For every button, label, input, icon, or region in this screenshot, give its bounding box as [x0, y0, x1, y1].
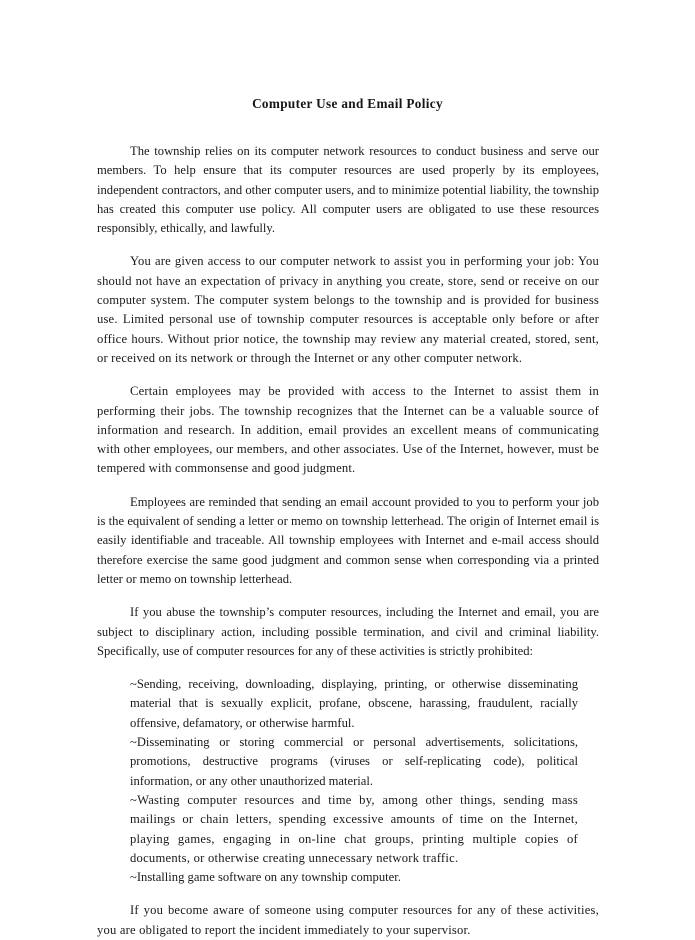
closing-paragraph: If you become aware of someone using computer resources for any of these activities, you are obligated to report the incident immediately to your supervisor.	[97, 903, 599, 937]
tilde-bullet-icon: ~	[130, 792, 138, 807]
list-item	[130, 791, 578, 868]
page-title: Computer Use and Email Policy	[252, 96, 443, 111]
list-item-text: Wasting computer resources and time by, among other things, sending mass mailings or chain letters, spending excessive amounts of time on the Internet, playing games, engaging in on-line chat groups, printing multiple copies of documents, or otherwise creating unnecessary network traffic.	[130, 792, 578, 865]
tilde-bullet-icon: ~	[130, 735, 137, 750]
list-item-text: Installing game software on any township computer.	[136, 870, 401, 885]
paragraph-2: You are given access to our computer network to assist you in performing your job: You should not have an expectation of privacy in anything you create, store, send or receive on our computer system. The computer system belongs to the township and is provided for business use. Limited personal use of township computer resources is acceptable only before or after office hours. Without prior notice, the township may review any material created, stored, sent, or received on its network or through the Internet or any other computer network.	[97, 254, 599, 365]
list-item	[130, 675, 578, 733]
tilde-bullet-icon: ~	[130, 870, 137, 885]
list-item	[130, 733, 578, 791]
list-item-text: Sending, receiving, downloading, displaying, printing, or otherwise disseminating material that is sexually explicit, profane, obscene, harassing, fraudulent, racially offensive, defamatory, or otherwise harmful.	[130, 677, 578, 730]
closing-section	[97, 901, 599, 940]
paragraph-1: The township relies on its computer network resources to conduct business and serve our members. To help ensure that its computer resources are used properly by its employees, independent contractors, and other computer users, and to minimize potential liability, the township has created this computer use policy. All computer users are obligated to use these resources responsibly, ethically, and lawfully.	[97, 144, 599, 236]
prohibited-activities-list	[130, 675, 578, 887]
paragraph-4: Employees are reminded that sending an email account provided to you to perform your job is the equivalent of sending a letter or memo on township letterhead. The origin of Internet email is easily identifiable and traceable. All township employees with Internet and e-mail access should therefore exercise the same good judgment and common sense when corresponding via a printed letter or memo on township letterhead.	[97, 494, 599, 586]
paragraph-5: If you abuse the township’s computer resources, including the Internet and email, you are subject to disciplinary action, including possible termination, and civil and criminal liability. Specifically, use of computer resources for any of these activities is strictly prohibited:	[97, 605, 599, 658]
document-body	[97, 142, 599, 940]
list-item	[130, 868, 578, 887]
list-item-text: Disseminating or storing commercial or personal advertisements, solicitations, promotions, destructive programs (viruses or self-replicating code), political information, or any other unauthorized material.	[130, 735, 578, 788]
paragraph-3: Certain employees may be provided with access to the Internet to assist them in performing their jobs. The township recognizes that the Internet can be a valuable source of information and research. In addition, email provides an excellent means of communicating with other employees, our members, and other associates. Use of the Internet, however, must be tempered with commonsense and good judgment.	[97, 384, 599, 476]
tilde-bullet-icon: ~	[130, 677, 137, 692]
